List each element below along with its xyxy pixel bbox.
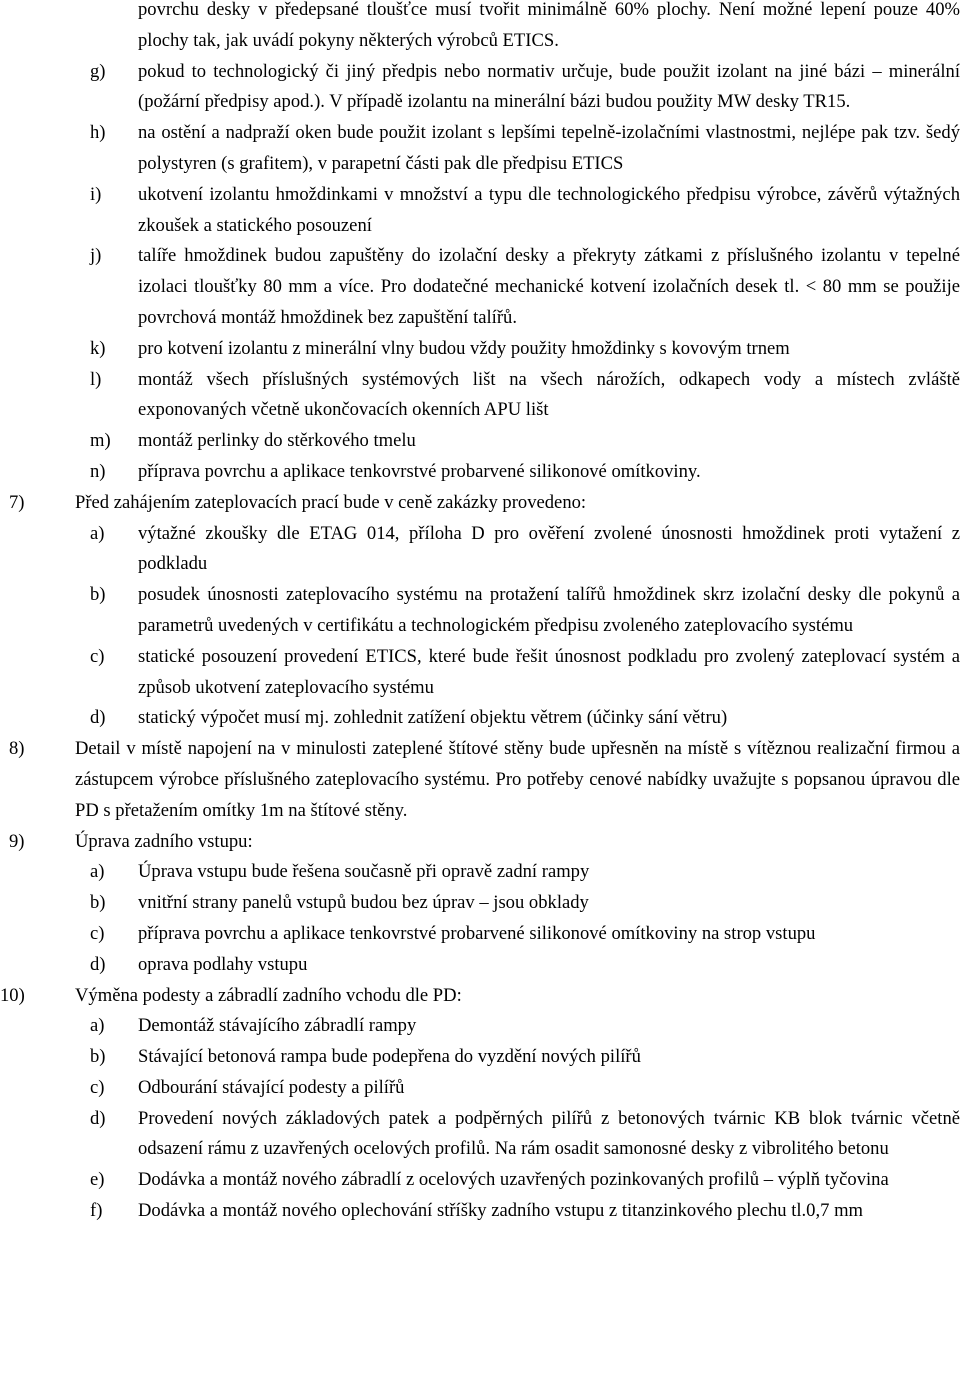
section-9-item: [0, 919, 960, 950]
section-10-item: [0, 1104, 960, 1166]
list-item-n: [0, 457, 960, 488]
section-text: Před zahájením zateplovacích prací bude v ceně zakázky provedeno:: [75, 491, 587, 513]
section-text: Úprava zadního vstupu:: [75, 830, 253, 852]
list-label: j): [90, 245, 102, 267]
section-10-item: [0, 1196, 960, 1227]
section-9-heading: [0, 827, 960, 858]
list-text: talíře hmoždinek budou zapuštěny do izolační desky a překryty zátkami z příslušného izolantu v tepelné izolaci tloušťky 80 mm a více. Pro dodatečné mechanické kotvení izolačních desek tl. < 80 mm se použije povrchová montáž hmoždinek bez zapuštění talířů.: [138, 245, 960, 328]
list-label: c): [90, 922, 105, 944]
list-label: c): [90, 1076, 105, 1098]
list-label: l): [90, 368, 102, 390]
list-text: vnitřní strany panelů vstupů budou bez úprav – jsou obklady: [138, 892, 589, 914]
section-10-heading: [0, 981, 960, 1012]
list-text: Úprava vstupu bude řešena současně při opravě zadní rampy: [138, 861, 590, 883]
section-number: 7): [9, 491, 25, 513]
section-9-item: [0, 888, 960, 919]
list-text: Odbourání stávající podesty a pilířů: [138, 1076, 405, 1098]
list-item-i: [0, 180, 960, 242]
section-number: 10): [0, 984, 25, 1006]
list-text: Stávající betonová rampa bude podepřena do vyzdění nových pilířů: [138, 1046, 641, 1068]
list-text: statický výpočet musí mj. zohlednit zatížení objektu větrem (účinky sání větru): [138, 707, 728, 729]
list-item-m: [0, 426, 960, 457]
list-label: c): [90, 645, 105, 667]
section-7-item: [0, 703, 960, 734]
list-label: d): [90, 1107, 106, 1129]
section-7-item: [0, 642, 960, 704]
list-label: f): [90, 1200, 103, 1222]
list-item-l: [0, 365, 960, 427]
section-10-item: [0, 1073, 960, 1104]
list-label: b): [90, 584, 106, 606]
list-text: pro kotvení izolantu z minerální vlny budou vždy použity hmoždinky s kovovým trnem: [138, 337, 790, 359]
list-text: Provedení nových základových patek a podpěrných pilířů z betonových tvárnic KB blok tvárnic včetně odsazení rámu z uzavřených ocelových profilů. Na rám osadit samonosné desky z vibrolitého betonu: [138, 1107, 960, 1160]
section-number: 9): [9, 830, 25, 852]
list-text: ukotvení izolantu hmoždinkami v množství a typu dle technologického předpisu výrobce, závěrů výtažných zkoušek a statického posouzení: [138, 183, 960, 236]
section-9-item: [0, 950, 960, 981]
list-text: Demontáž stávajícího zábradlí rampy: [138, 1015, 417, 1037]
section-7-item: [0, 580, 960, 642]
list-label: b): [90, 1046, 106, 1068]
list-label: i): [90, 183, 102, 205]
paragraph-continuation: povrchu desky v předepsané tloušťce musí tvořit minimálně 60% plochy. Není možné lepení pouze 40% plochy tak, jak uvádí pokyny některých výrobců ETICS.: [138, 0, 960, 51]
section-7-heading: [0, 488, 960, 519]
list-text: příprava povrchu a aplikace tenkovrstvé probarvené silikonové omítkoviny na strop vstupu: [138, 922, 816, 944]
section-7-item: [0, 519, 960, 581]
list-text: montáž perlinky do stěrkového tmelu: [138, 430, 416, 452]
list-text: příprava povrchu a aplikace tenkovrstvé probarvené silikonové omítkoviny.: [138, 460, 701, 482]
list-label: d): [90, 707, 106, 729]
list-text: oprava podlahy vstupu: [138, 953, 308, 975]
list-text: statické posouzení provedení ETICS, které bude řešit únosnost podkladu pro zvolený zateplovací systém a způsob ukotvení zateplovacího systému: [138, 645, 960, 698]
list-label: g): [90, 60, 106, 82]
section-text: Výměna podesty a zábradlí zadního vchodu dle PD:: [75, 984, 462, 1006]
section-10-item: [0, 1165, 960, 1196]
list-text: pokud to technologický či jiný předpis nebo normativ určuje, bude použit izolant na jiné bázi – minerální (požární předpisy apod.). V případě izolantu na minerální bázi budou použity MW desky TR15.: [138, 60, 960, 113]
list-text: Dodávka a montáž nového oplechování stříšky zadního vstupu z titanzinkového plechu tl.0,7 mm: [138, 1200, 863, 1222]
list-label: d): [90, 953, 106, 975]
list-text: montáž všech příslušných systémových lišt na všech nárožích, odkapech vody a místech zvláště exponovaných včetně ukončovacích okenních APU lišt: [138, 368, 960, 421]
list-label: e): [90, 1169, 105, 1191]
list-label: a): [90, 1015, 105, 1037]
section-10-item: [0, 1011, 960, 1042]
section-9-item: [0, 857, 960, 888]
list-text: výtažné zkoušky dle ETAG 014, příloha D pro ověření zvolené únosnosti hmoždinek proti vytažení z podkladu: [138, 522, 960, 575]
list-label: a): [90, 861, 105, 883]
section-number: 8): [9, 738, 25, 760]
list-label: b): [90, 892, 106, 914]
list-text: posudek únosnosti zateplovacího systému na protažení talířů hmoždinek skrz izolační desky dle pokynů a parametrů uvedených v certifikátu a technologickém předpisu zvoleného zateplovacího systému: [138, 584, 960, 636]
list-item-j: [0, 241, 960, 333]
list-label: h): [90, 122, 106, 144]
list-label: n): [90, 460, 106, 482]
section-10-item: [0, 1042, 960, 1073]
list-item-g: [0, 57, 960, 119]
section-text: Detail v místě napojení na v minulosti zateplené štítové stěny bude upřesněn na místě s vítěznou realizační firmou a zástupcem výrobce příslušného zateplovacího systému. Pro potřeby cenové nabídky uvažujte s popsanou úpravou dle PD s přetažením omítky 1m na štítové stěny.: [75, 738, 960, 821]
list-text: na ostění a nadpraží oken bude použit izolant s lepšími tepelně-izolačními vlastnostmi, nejlépe pak tzv. šedý polystyren (s grafitem), v parapetní části pak dle předpisu ETICS: [138, 122, 960, 174]
list-label: k): [90, 337, 106, 359]
list-item-h: [0, 118, 960, 180]
list-text: Dodávka a montáž nového zábradlí z ocelových uzavřených pozinkovaných profilů – výplň tyčovina: [138, 1169, 889, 1191]
list-label: m): [90, 430, 111, 452]
list-label: a): [90, 522, 105, 544]
list-item-k: [0, 334, 960, 365]
section-8-paragraph: [0, 734, 960, 826]
